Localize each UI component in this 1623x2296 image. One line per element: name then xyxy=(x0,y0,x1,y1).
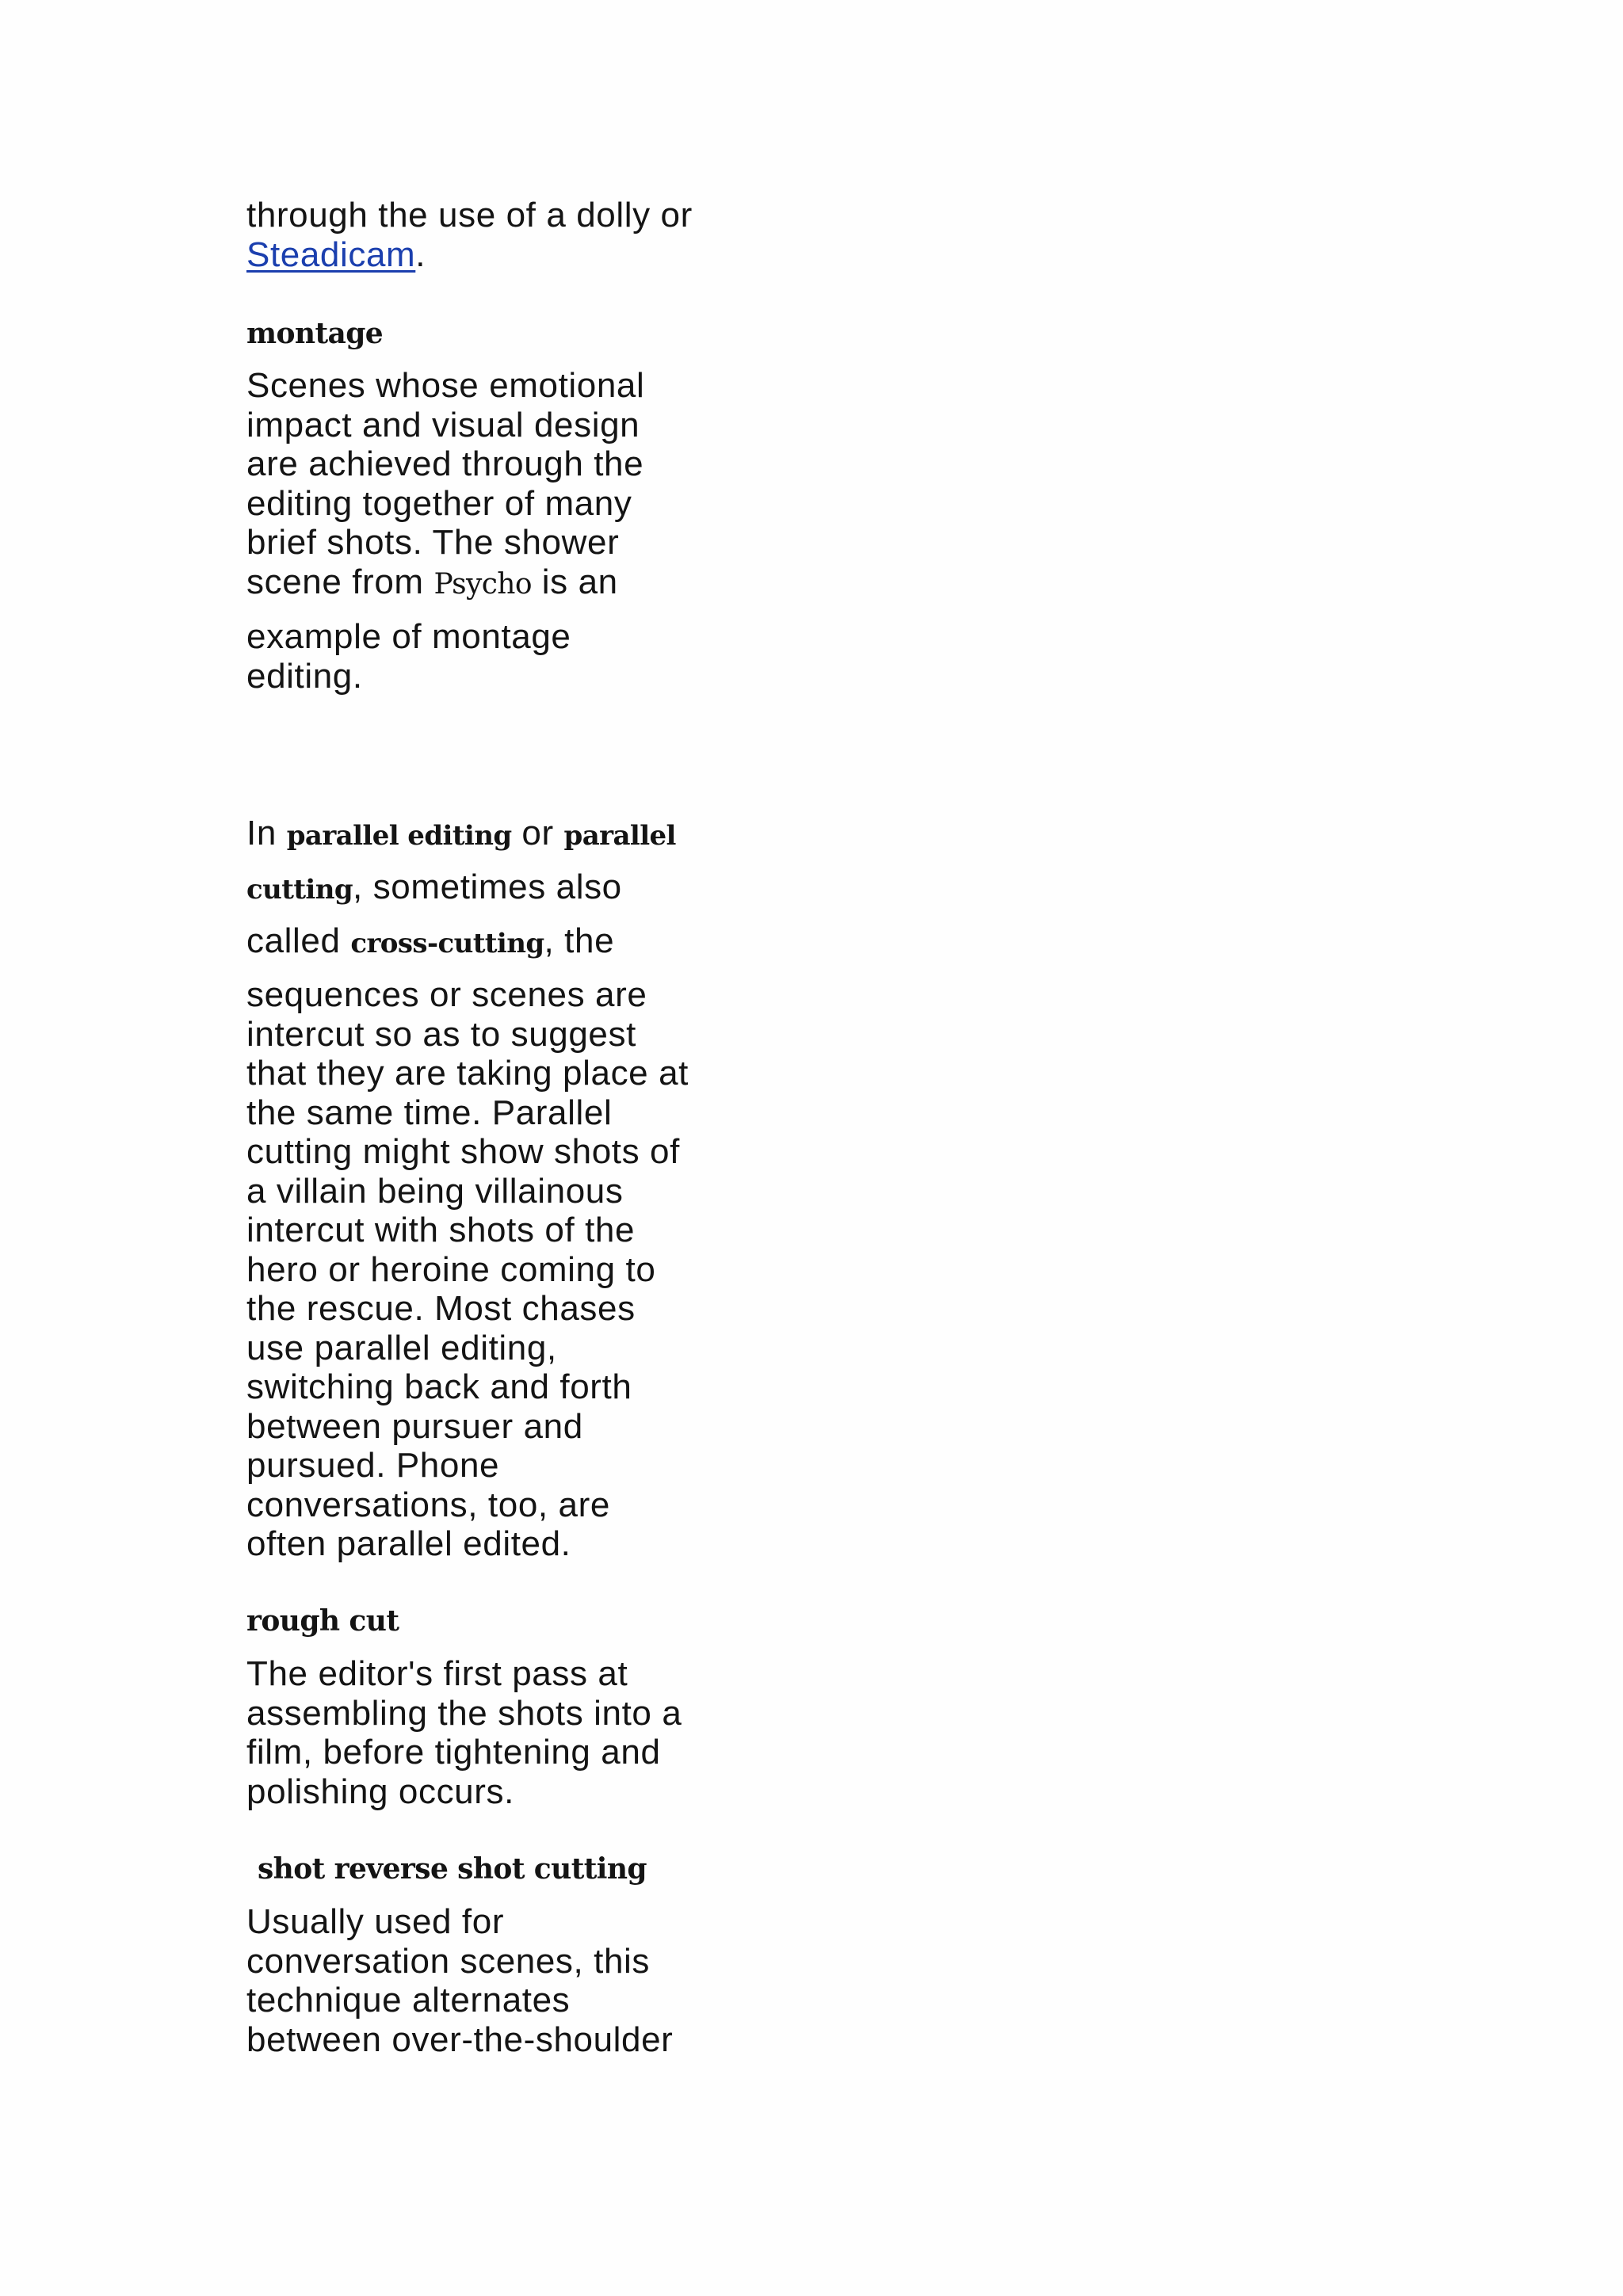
term-shot-reverse-shot: shot reverse shot cutting xyxy=(258,1852,647,1886)
shot-reverse-definition xyxy=(246,1902,785,2059)
shot-reverse-line: Usually used for xyxy=(246,1902,505,1941)
parallel-intro-line-2 xyxy=(246,868,785,910)
montage-line-text: is an xyxy=(531,562,618,601)
montage-line: are achieved through the xyxy=(246,444,644,483)
intro-line: through the use of a dolly or xyxy=(246,196,693,235)
parallel-line: the rescue. Most chases xyxy=(246,1289,636,1328)
intro-line xyxy=(246,235,785,275)
parallel-intro-line-1 xyxy=(246,814,785,856)
parallel-intro-line-3 xyxy=(246,921,785,964)
parallel-line: cutting might show shots of xyxy=(246,1132,680,1171)
rough-cut-line: assembling the shots into a xyxy=(246,1693,682,1733)
parallel-line: switching back and forth xyxy=(246,1367,632,1406)
montage-line xyxy=(246,563,785,605)
rough-cut-line: The editor's first pass at xyxy=(246,1654,628,1693)
term-cross-cutting: cross-cutting xyxy=(350,928,544,959)
parallel-text: In xyxy=(246,814,287,852)
parallel-text: , the xyxy=(544,921,615,960)
parallel-text: , sometimes also xyxy=(353,868,622,906)
montage-line: editing together of many xyxy=(246,483,632,523)
film-title-psycho: Psycho xyxy=(433,567,532,601)
rough-cut-line: polishing occurs. xyxy=(246,1772,514,1811)
rough-cut-line: film, before tightening and xyxy=(246,1733,661,1772)
term-parallel: parallel xyxy=(563,820,676,852)
parallel-line: a villain being villainous xyxy=(246,1171,624,1211)
montage-line: brief shots. The shower xyxy=(246,523,620,562)
term-montage: montage xyxy=(246,317,384,350)
parallel-line: sequences or scenes are xyxy=(246,975,647,1014)
parallel-line: intercut so as to suggest xyxy=(246,1014,636,1054)
intro-period: . xyxy=(415,235,426,274)
montage-definition xyxy=(246,366,785,604)
term-rough-cut: rough cut xyxy=(246,1604,399,1638)
montage-line-text: scene from xyxy=(246,562,434,601)
shot-reverse-line: between over-the-shoulder xyxy=(246,2019,674,2059)
montage-line: Scenes whose emotional xyxy=(246,366,645,405)
montage-line: impact and visual design xyxy=(246,405,640,444)
rough-cut-definition xyxy=(246,1654,785,1811)
parallel-line: pursued. Phone xyxy=(246,1446,500,1485)
parallel-line: the same time. Parallel xyxy=(246,1093,613,1132)
parallel-line: intercut with shots of the xyxy=(246,1211,636,1249)
parallel-line: use parallel editing, xyxy=(246,1328,557,1367)
parallel-line: conversations, too, are xyxy=(246,1485,610,1524)
parallel-line: often parallel edited. xyxy=(246,1524,571,1563)
shot-reverse-line: technique alternates xyxy=(246,1981,571,2019)
steadicam-link[interactable]: Steadicam xyxy=(246,235,416,274)
montage-line: editing. xyxy=(246,656,363,696)
parallel-text: or xyxy=(511,814,564,852)
montage-line: example of montage xyxy=(246,617,571,656)
parallel-text: called xyxy=(246,921,351,960)
parallel-line: that they are taking place at xyxy=(246,1054,689,1093)
parallel-line: hero or heroine coming to xyxy=(246,1249,656,1289)
term-cutting: cutting xyxy=(246,874,353,906)
intro-paragraph xyxy=(246,196,785,274)
parallel-definition xyxy=(246,975,785,1564)
term-parallel-editing: parallel editing xyxy=(286,820,512,852)
shot-reverse-line: conversation scenes, this xyxy=(246,1941,651,1981)
parallel-line: between pursuer and xyxy=(246,1406,583,1446)
montage-definition-cont xyxy=(246,617,785,696)
